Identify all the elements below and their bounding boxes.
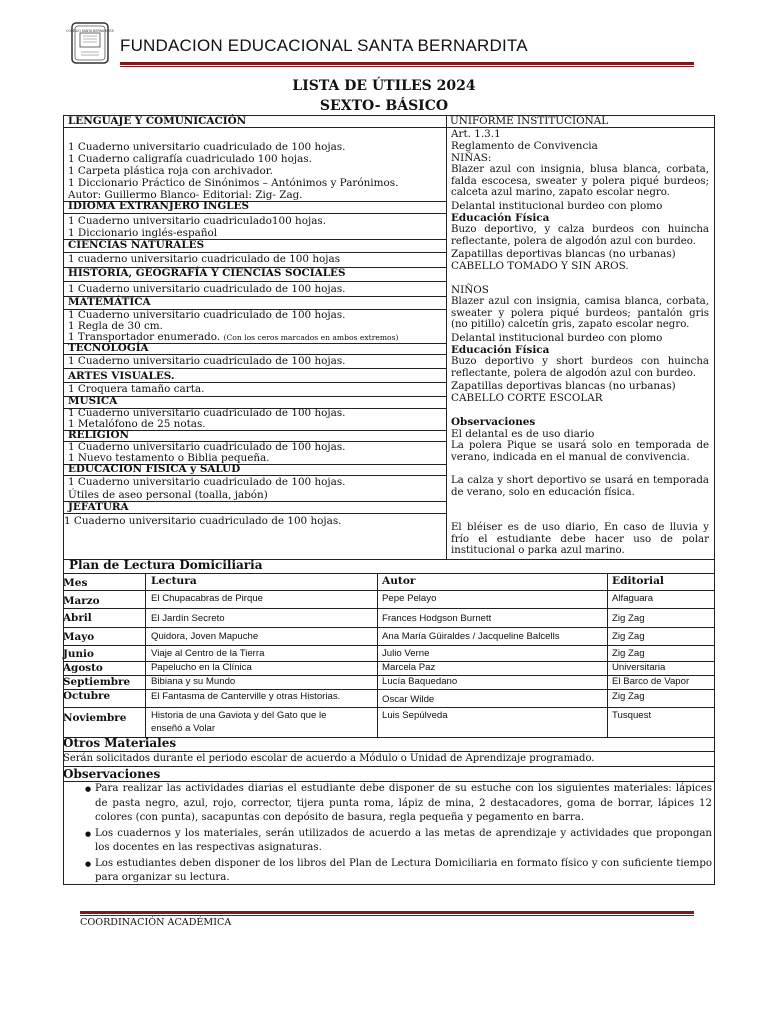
reading-month: Agosto [63, 662, 103, 674]
reading-author: Pepe Pelayo [382, 593, 437, 604]
page-title: LISTA DE ÚTILES 2024 [292, 78, 476, 94]
list-item: 1 Cuaderno universitario cuadriculado100 hojas. [68, 215, 327, 227]
list-item: 1 Cuaderno universitario cuadriculado de 100 hojas. [68, 407, 346, 419]
reading-book-continued: enseñó a Volar [151, 723, 216, 734]
reading-book: Bibiana y su Mundo [151, 676, 236, 687]
girls-pe-label: Educación Física [451, 212, 550, 224]
list-item: 1 Cuaderno universitario cuadriculado de 100 hojas. [68, 141, 346, 153]
reading-book: Quidora, Joven Mapuche [151, 631, 259, 642]
list-item: 1 Cuaderno universitario cuadriculado de 100 hojas. [68, 283, 346, 295]
list-item: 1 Regla de 30 cm. [68, 320, 163, 332]
girls-label: NIÑAS: [451, 152, 492, 164]
column-header-author: Autor [382, 575, 416, 587]
page-subtitle: SEXTO- BÁSICO [319, 98, 449, 114]
subject-heading-ciencias: CIENCIAS NATURALES [68, 239, 205, 251]
subject-heading-historia: HISTORIA, GEOGRAFÍA Y CIENCIAS SOCIALES [68, 267, 346, 279]
list-item: 1 Transportador enumerado. [68, 331, 221, 343]
reading-author: Lucía Baquedano [382, 676, 458, 687]
list-item: 1 Cuaderno universitario cuadriculado de 100 hojas. [68, 476, 346, 488]
otros-materiales-title: Otros Materiales [63, 736, 177, 750]
girls-shoes: Zapatillas deportivas blancas (no urbanas) [451, 248, 676, 260]
boys-pe-label: Educación Física [451, 344, 550, 356]
reading-month: Octubre [63, 690, 111, 702]
list-item: 1 Croquera tamaño carta. [68, 383, 205, 395]
list-item: 1 Carpeta plástica roja con archivador. [68, 165, 273, 177]
column-header-month: Mes [63, 577, 88, 589]
uniform-article: Art. 1.3.1 [451, 128, 501, 140]
header-divider-thin [120, 66, 694, 67]
reading-month: Noviembre [63, 712, 127, 724]
otros-materiales-text: Serán solicitados durante el periodo escolar de acuerdo a Módulo o Unidad de Aprendizaje programado. [63, 753, 595, 764]
reading-book: Papelucho en la Clínica [151, 662, 252, 673]
subject-heading-musica: MUSICA [68, 395, 118, 407]
uniform-obs: El bléiser es de uso diario, En caso de lluvia y frío el estudiante debe hacer uso de polar institucional o parka azul marino. [451, 522, 709, 557]
reading-author: Oscar Wilde [382, 694, 435, 705]
boys-pe-text: Buzo deportivo y short burdeos con huincha reflectante, polera de algodón azul con burdeo. [451, 356, 709, 379]
reading-publisher: Zig Zag [612, 648, 645, 659]
list-item: 1 Metalófono de 25 notas. [68, 418, 206, 430]
list-item: ● Los cuadernos y los materiales, serán utilizados de acuerdo a las metas de aprendizaje y actividades que propongan los docentes en las respectivas asignaturas. [63, 827, 712, 856]
boys-label: NIÑOS [451, 284, 489, 296]
boys-apron: Delantal institucional burdeo con plomo [451, 332, 663, 344]
uniform-heading: UNIFORME INSTITUCIONAL [450, 115, 609, 127]
girls-hair: CABELLO TOMADO Y SIN AROS. [451, 260, 629, 272]
reading-month: Abril [63, 612, 92, 624]
uniform-obs-label: Observaciones [451, 416, 536, 428]
girls-apron: Delantal institucional burdeo con plomo [451, 200, 663, 212]
list-item: 1 Diccionario Práctico de Sinónimos – Antónimos y Parónimos. [68, 177, 399, 189]
reading-publisher: Alfaguara [612, 593, 654, 604]
reading-book: Historia de una Gaviota y del Gato que le [151, 710, 327, 721]
subject-heading-educacion-fisica: EDUCACION FISICA y SALUD [68, 463, 241, 475]
list-item: ● Los estudiantes deben disponer de los libros del Plan de Lectura Domiciliaria en formato físico y con suficiente tiempo para organizar su lectura. [63, 857, 712, 886]
reading-publisher: Tusquest [612, 710, 652, 721]
reading-author: Luis Sepúlveda [382, 710, 448, 721]
column-header-publisher: Editorial [612, 575, 664, 587]
footer-divider [80, 911, 694, 914]
reading-publisher: El Barco de Vapor [612, 676, 690, 687]
reading-publisher: Zig Zag [612, 691, 645, 702]
footer-divider-thin [80, 915, 694, 916]
subject-heading-lenguaje: LENGUAJE Y COMUNICACIÓN [68, 115, 247, 127]
girls-uniform-text: Blazer azul con insignia, blusa blanca, corbata, falda escocesa, sweater y polera piqué burdeos; calceta azul marino, zapato escolar negro. [451, 164, 709, 199]
reading-plan-title: Plan de Lectura Domiciliaria [69, 558, 263, 572]
boys-uniform-text: Blazer azul con insignia, camisa blanca, corbata, sweater y polera piqué burdeos; pantalón gris (no pitillo) calcetín gris, zapato escolar negro. [451, 296, 709, 331]
reading-month: Mayo [63, 631, 95, 643]
school-name: FUNDACION EDUCACIONAL SANTA BERNARDITA [120, 36, 528, 55]
uniform-regulation: Reglamento de Convivencia [451, 140, 598, 152]
observaciones-list [63, 782, 712, 887]
reading-month: Septiembre [63, 676, 131, 688]
column-divider [446, 115, 447, 560]
list-item: 1 cuaderno universitario cuadriculado de 100 hojas [68, 253, 341, 265]
footer-text: COORDINACIÓN ACADÉMICA [80, 917, 232, 928]
reading-book: Viaje al Centro de la Tierra [151, 648, 265, 659]
uniform-obs: El delantal es de uso diario [451, 428, 595, 440]
reading-month: Marzo [63, 595, 100, 607]
reading-author: Frances Hodgson Burnett [382, 613, 492, 624]
item-note: (Con los ceros marcados en ambos extremos) [223, 333, 399, 342]
subject-heading-religion: RELIGION [68, 429, 130, 441]
uniform-obs: La calza y short deportivo se usará en temporada de verano, solo en educación física. [451, 475, 709, 498]
girls-pe-text: Buzo deportivo, y calza burdeos con huincha reflectante, polera de algodón azul con burdeo. [451, 224, 709, 247]
subject-heading-tecnologia: TECNOLOGÍA [68, 342, 149, 354]
reading-author: Marcela Paz [382, 662, 436, 673]
list-item: 1 Diccionario inglés-español [68, 227, 218, 239]
list-item: 1 Nuevo testamento o Biblia pequeña. [68, 452, 270, 464]
list-item: 1 Cuaderno caligrafía cuadriculado 100 hojas. [68, 153, 312, 165]
reading-publisher: Zig Zag [612, 613, 645, 624]
header-divider [120, 62, 694, 65]
subject-heading-ingles: IDIOMA EXTRANJERO INGLES [68, 200, 249, 212]
list-item: Autor: Guillermo Blanco- Editorial: Zig- Zag. [68, 189, 303, 201]
reading-publisher: Universitaria [612, 662, 666, 673]
boys-hair: CABELLO CORTE ESCOLAR [451, 392, 603, 404]
observaciones-title: Observaciones [63, 767, 161, 781]
column-header-book: Lectura [151, 575, 197, 587]
reading-month: Junio [63, 648, 94, 660]
reading-book: El Fantasma de Canterville y otras Historias. [151, 691, 341, 702]
list-item: ● Para realizar las actividades diarias el estudiante debe disponer de su estuche con los siguientes materiales: lápices de pasta negro, azul, rojo, corrector, tijera punta roma, lápiz de mina, 2 destacadores, goma de borrar, lápices 12 colores (con punta), sacapuntas con depósito de basura, regla pequeña y pegamento en barra. [63, 782, 712, 826]
list-item: 1 Cuaderno universitario cuadriculado de 100 hojas. [68, 309, 346, 321]
subject-heading-artes: ARTES VISUALES. [68, 370, 175, 382]
uniform-obs: La polera Pique se usará solo en temporada de verano, indicada en el manual de convivencia. [451, 440, 709, 463]
boys-shoes: Zapatillas deportivas blancas (no urbanas) [451, 380, 676, 392]
reading-book: El Jardín Secreto [151, 613, 225, 624]
subject-heading-matematica: MATEMÁTICA [68, 296, 151, 308]
reading-author: Ana María Güiraldes / Jacqueline Balcells [382, 631, 560, 642]
reading-author: Julio Verne [382, 648, 430, 659]
list-item: Útiles de aseo personal (toalla, jabón) [68, 489, 268, 501]
subject-heading-jefatura: JEFATURA [68, 501, 129, 513]
logo-text: COLEGIO SANTA BERNARDITA [66, 29, 114, 33]
reading-book: El Chupacabras de Pirque [151, 593, 263, 604]
list-item: 1 Cuaderno universitario cuadriculado de 100 hojas. [68, 355, 346, 367]
list-item: 1 Cuaderno universitario cuadriculado de 100 hojas. [64, 515, 342, 527]
reading-publisher: Zig Zag [612, 631, 645, 642]
list-item: 1 Cuaderno universitario cuadriculado de 100 hojas. [68, 441, 346, 453]
school-logo [66, 22, 114, 64]
